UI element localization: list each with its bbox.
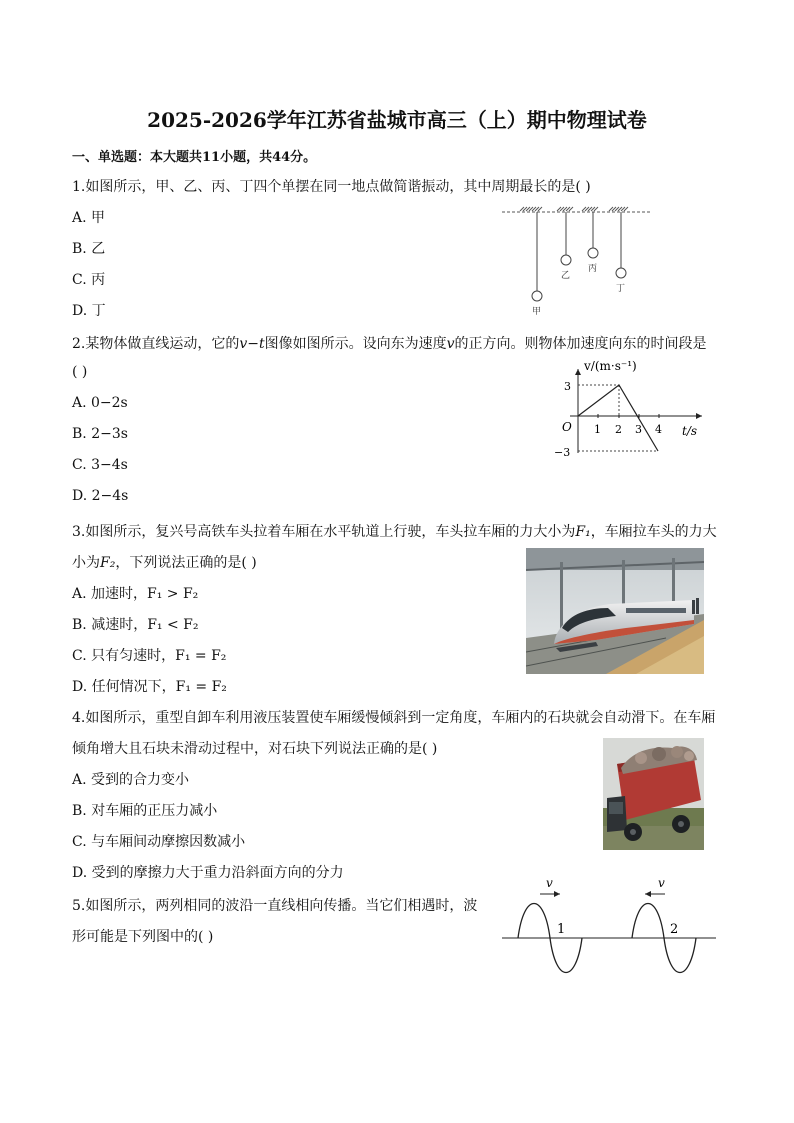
pendulum-label-ding: 丁 (616, 284, 626, 294)
pendulum-label-jia: 甲 (532, 307, 542, 317)
q1-option-b: B. 乙 (72, 241, 106, 257)
q2-stem-text-a: 2.某物体做直线运动，它的 (72, 336, 240, 352)
t-axis-label: t/s (682, 424, 698, 438)
q2-stem-vt: v−t (239, 336, 265, 352)
q3-option-c: C. 只有匀速时，F₁ = F₂ (72, 648, 227, 664)
q2-option-d: D. 2−4s (72, 488, 129, 504)
pendulum-label-yi: 乙 (561, 271, 571, 281)
x-tick-2: 2 (615, 423, 622, 436)
q1-stem: 1.如图所示，甲、乙、丙、丁四个单摆在同一地点做简谐振动，其中周期最长的是( ) (72, 179, 591, 195)
wave-velocity-label-2: v (658, 876, 665, 890)
pendulum-bob-yi (561, 255, 571, 265)
q1-option-d: D. 丁 (72, 303, 106, 319)
page-title: 2025-2026学年江苏省盐城市高三（上）期中物理试卷 (147, 108, 647, 132)
pendulum-label-bing: 丙 (588, 264, 598, 274)
pendulum-bob-bing (588, 248, 598, 258)
q3-option-a: A. 加速时，F₁ > F₂ (72, 586, 199, 602)
q2-option-c: C. 3−4s (72, 457, 128, 473)
ceiling-hatch (520, 207, 628, 211)
origin-label: O (562, 420, 572, 434)
q2-stem (72, 333, 707, 353)
q3-stem-text-d: ，下列说法正确的是( ) (115, 555, 257, 571)
q4-stem-line2: 倾角增大且石块未滑动过程中，对石块下列说法正确的是( ) (72, 741, 438, 757)
pendulum-figure (498, 200, 658, 320)
q4-stem-line1: 4.如图所示，重型自卸车利用液压装置使车厢缓慢倾斜到一定角度，车厢内的石块就会自动滑下。在车厢 (72, 710, 716, 726)
q3-stem-line2 (72, 552, 257, 572)
x-tick-3: 3 (635, 423, 642, 436)
q2-option-a: A. 0−2s (72, 395, 128, 411)
q1-option-c: C. 丙 (72, 272, 106, 288)
y-tick-3: 3 (564, 380, 571, 393)
q4-option-b: B. 对车厢的正压力减小 (72, 803, 218, 819)
q3-stem-text-b: ，车厢拉车头的力大 (590, 524, 717, 540)
wave-label-2: 2 (670, 922, 679, 937)
q2-stem-paren: ( ) (72, 364, 88, 380)
q3-option-b: B. 减速时，F₁ < F₂ (72, 617, 199, 633)
wave-label-1: 1 (557, 922, 566, 937)
y-tick-neg3: −3 (554, 446, 571, 459)
q5-stem-line2: 形可能是下列图中的( ) (72, 929, 214, 945)
q4-option-d: D. 受到的摩擦力大于重力沿斜面方向的分力 (72, 865, 344, 881)
q3-option-d: D. 任何情况下，F₁ = F₂ (72, 679, 227, 695)
vt-graph (548, 355, 713, 467)
q3-f1: F₁ (575, 524, 591, 540)
pendulum-bob-ding (616, 268, 626, 278)
q5-stem-line1: 5.如图所示，两列相同的波沿一直线相向传播。当它们相遇时，波 (72, 898, 478, 914)
pendulum-bob-jia (532, 291, 542, 301)
section-heading: 一、单选题：本大题共11小题，共44分。 (72, 150, 317, 165)
x-tick-1: 1 (594, 423, 601, 436)
x-tick-4: 4 (655, 423, 662, 436)
q3-stem-text-a: 3.如图所示，复兴号高铁车头拉着车厢在水平轨道上行驶，车头拉车厢的力大小为 (72, 524, 576, 540)
q3-stem-text-c: 小为 (72, 555, 100, 571)
q4-option-a: A. 受到的合力变小 (72, 772, 190, 788)
q3-f2: F₂ (100, 555, 116, 571)
q2-stem-text-b: 图像如图所示。设向东为速度 (264, 336, 447, 352)
q4-option-c: C. 与车厢间动摩擦因数减小 (72, 834, 246, 850)
q1-option-a: A. 甲 (72, 210, 106, 226)
train-photo (526, 548, 704, 674)
wave-figure (500, 872, 718, 976)
vt-line (578, 385, 658, 451)
q2-option-b: B. 2−3s (72, 426, 128, 442)
wave-velocity-label-1: v (546, 876, 553, 890)
q2-stem-text-c: 的正方向。则物体加速度向东的时间段是 (454, 336, 707, 352)
q2-stem-v: v (446, 336, 455, 352)
v-axis-label: v/(m·s⁻¹) (584, 359, 637, 373)
dump-truck-photo (603, 738, 704, 850)
q3-stem-line1 (72, 521, 717, 541)
